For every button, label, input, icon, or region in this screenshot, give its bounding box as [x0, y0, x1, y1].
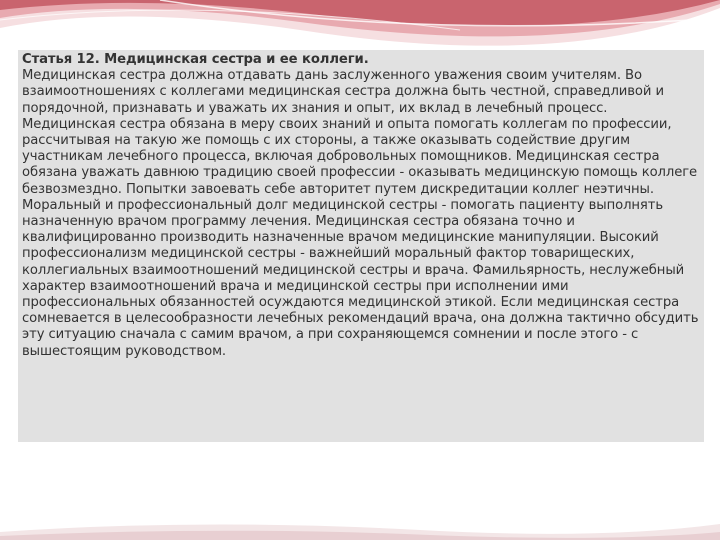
- article-text: [22, 52, 702, 360]
- bottom-wave-decoration: [0, 510, 720, 540]
- article-heading: Статья 12. Медицинская сестра и ее коллеги.: [22, 52, 369, 67]
- article-paragraph-2: Моральный и профессиональный долг медицинской сестры - помогать пациенту выполнять назначенную врачом программу лечения. Медицинская сестра обязана точно и квалифицированно производить назначенные врачом медицинские манипуляции. Высокий профессионализм медицинской сестры - важнейший моральный фактор товарищеских, коллегиальных взаимоотношений медицинской сестры и врача. Фамильярность, неслужебный характер взаимоотношений врача и медицинской сестры при исполнении ими профессиональных обязанностей осуждаются медицинской этикой. Если медицинская сестра сомневается в целесообразности лечебных рекомендаций врача, она должна тактично обсудить эту ситуацию сначала с самим врачом, а при сохраняющемся сомнении и после этого - с вышестоящим руководством.: [22, 197, 699, 359]
- article-paragraph-1: Медицинская сестра должна отдавать дань заслуженного уважения своим учителям. Во взаимоотношениях с коллегами медицинская сестра должна быть честной, справедливой и порядочной, признавать и уважать их знания и опыт, их вклад в лечебный процесс. Медицинская сестра обязана в меру своих знаний и опыта помогать коллегам по профессии, рассчитывая на такую же помощь с их стороны, а также оказывать содействие другим участникам лечебного процесса, включая добровольных помощников. Медицинская сестра обязана уважать давнюю традицию своей профессии - оказывать медицинскую помощь коллеге безвозмездно. Попытки завоевать себе авторитет путем дискредитации коллег неэтичны.: [22, 68, 698, 197]
